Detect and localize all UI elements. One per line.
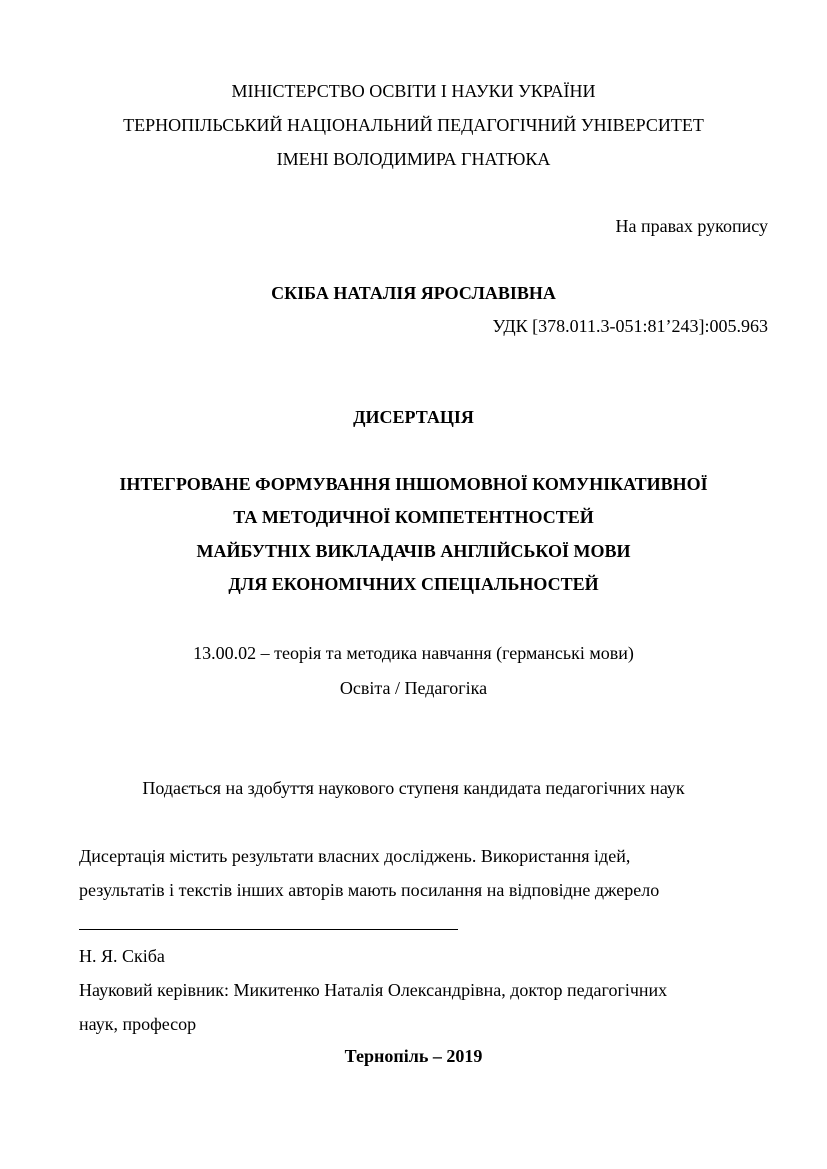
supervisor-line: наук, професор — [79, 1014, 197, 1034]
originality-statement-line: Дисертація містить результати власних досліджень. Використання ідей, — [79, 846, 631, 866]
university-heading: ТЕРНОПІЛЬСЬКИЙ НАЦІОНАЛЬНИЙ ПЕДАГОГІЧНИЙ УНІВЕРСИТЕТ — [123, 115, 704, 135]
document-type: ДИСЕРТАЦІЯ — [353, 407, 474, 427]
udc-code: УДК [378.011.3-051:81’243]:005.963 — [492, 316, 768, 336]
dissertation-title-line: ТА МЕТОДИЧНОЇ КОМПЕТЕНТНОСТЕЙ — [233, 507, 594, 527]
author-signature-name: Н. Я. Скіба — [79, 946, 165, 966]
originality-statement-line: результатів і текстів інших авторів мають посилання на відповідне джерело — [79, 880, 660, 900]
dissertation-title-line: ІНТЕГРОВАНЕ ФОРМУВАННЯ ІНШОМОВНОЇ КОМУНІКАТИВНОЇ — [119, 474, 708, 494]
dissertation-title-line: ДЛЯ ЕКОНОМІЧНИХ СПЕЦІАЛЬНОСТЕЙ — [228, 574, 599, 594]
specialty-code: 13.00.02 – теорія та методика навчання (германські мови) — [193, 643, 634, 663]
author-name: СКІБА НАТАЛІЯ ЯРОСЛАВІВНА — [271, 283, 556, 303]
degree-statement: Подається на здобуття наукового ступеня кандидата педагогічних наук — [142, 778, 685, 798]
manuscript-note: На правах рукопису — [615, 216, 768, 236]
ministry-heading: МІНІСТЕРСТВО ОСВІТИ І НАУКИ УКРАЇНИ — [231, 81, 596, 101]
university-name-heading: ІМЕНІ ВОЛОДИМИРА ГНАТЮКА — [276, 149, 551, 169]
dissertation-title-line: МАЙБУТНІХ ВИКЛАДАЧІВ АНГЛІЙСЬКОЇ МОВИ — [196, 541, 631, 561]
place-and-year: Тернопіль – 2019 — [344, 1046, 483, 1066]
supervisor-line: Науковий керівник: Микитенко Наталія Олександрівна, доктор педагогічних — [79, 980, 668, 1000]
field-of-study: Освіта / Педагогіка — [339, 678, 488, 698]
signature-line — [79, 929, 458, 930]
